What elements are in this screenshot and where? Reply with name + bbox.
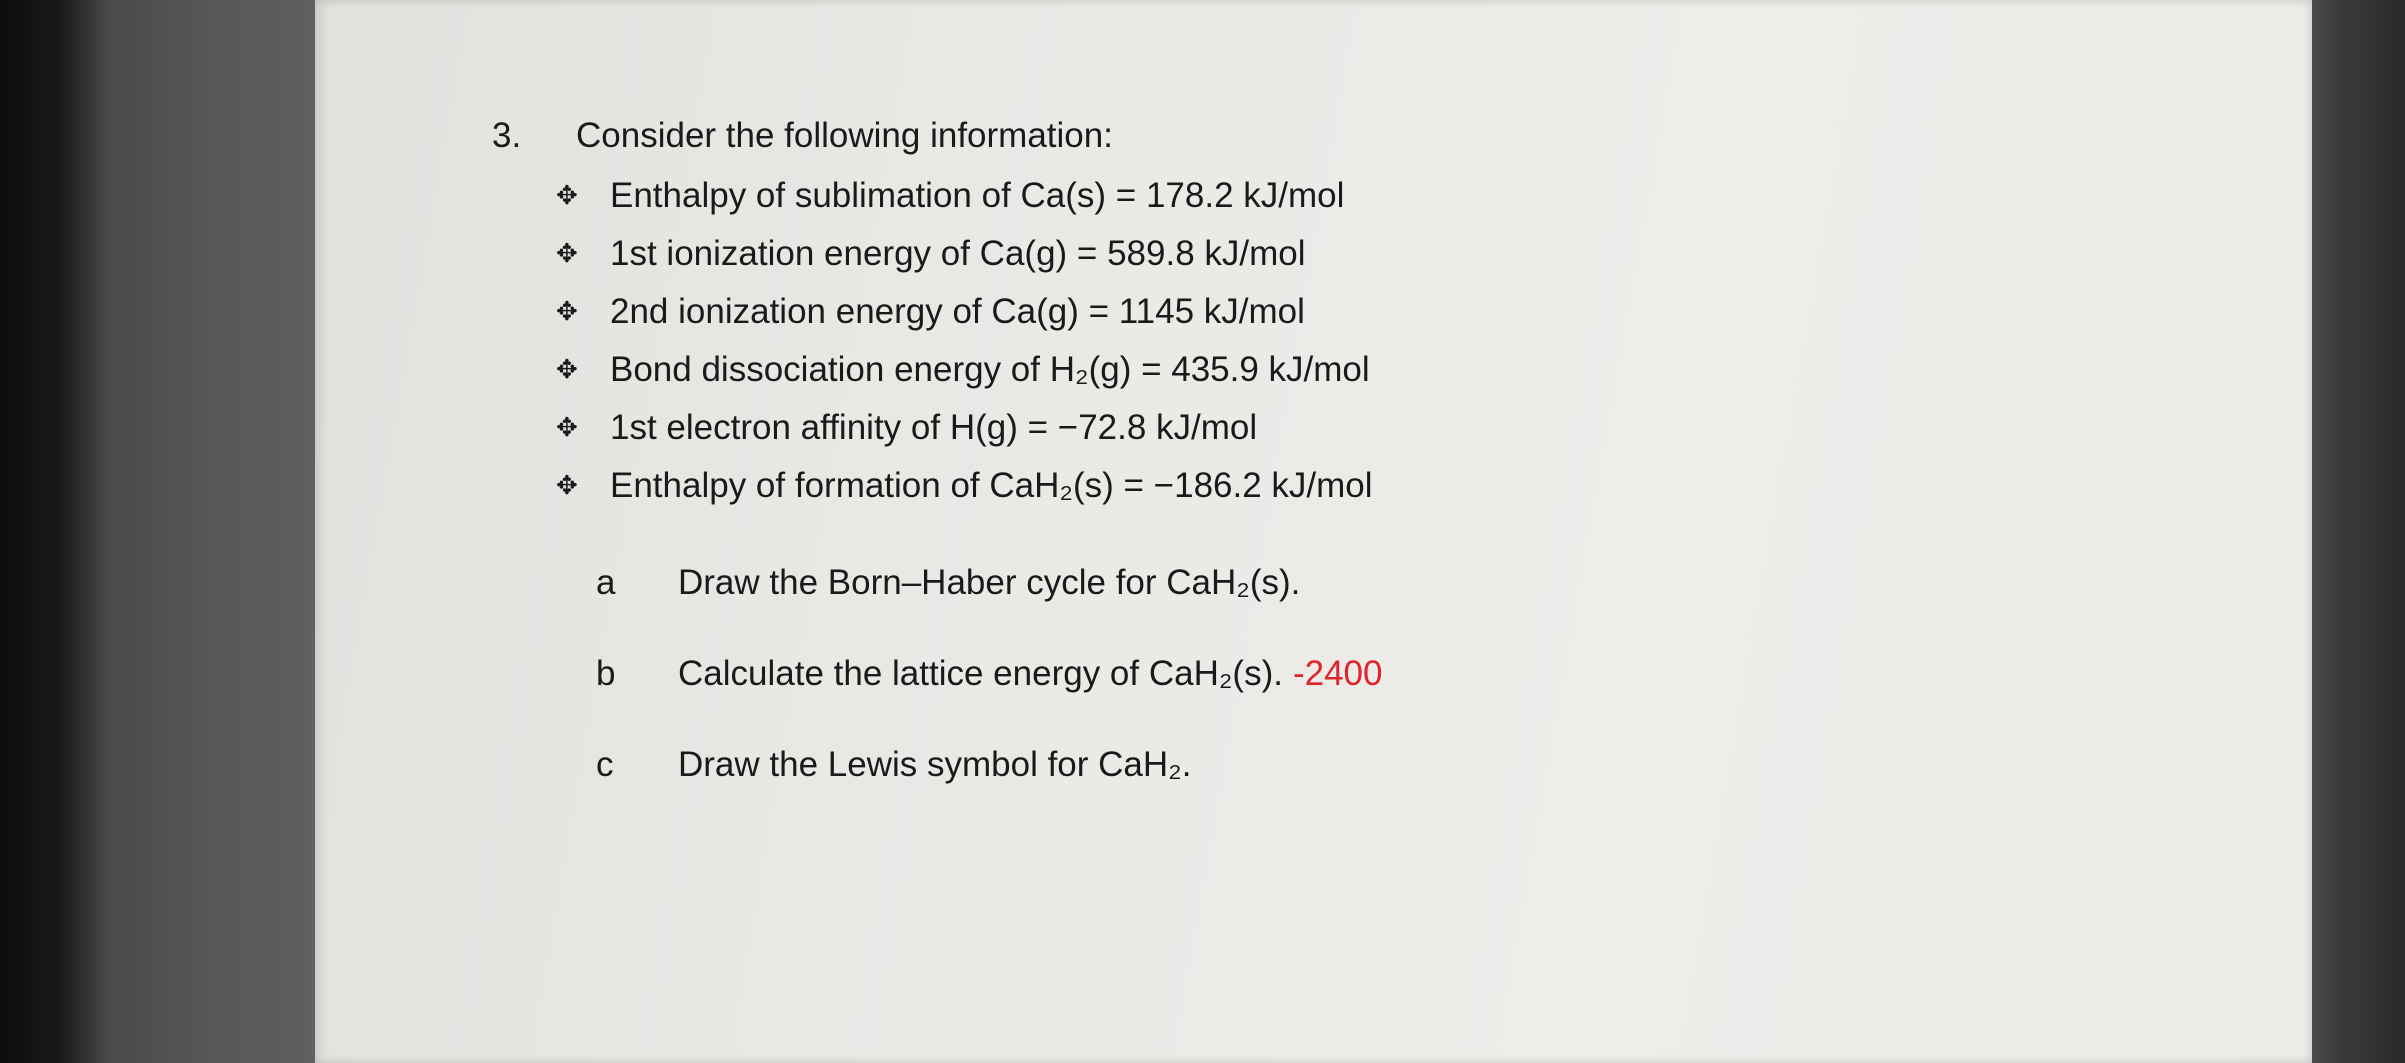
bullet-item [556,234,1306,284]
part-question: Draw the Lewis symbol for CaH₂. [678,745,1192,784]
bullet-item [556,408,1257,458]
bullet-item [556,350,1370,400]
part-letter: c [596,745,614,784]
bullet-item [556,292,1305,342]
bullet-text: 1st electron affinity of H(g) = −72.8 kJ/mol [610,408,1258,447]
part-letter: a [596,563,616,602]
four-point-star-icon: ✥ [556,180,578,210]
part-question: Draw the Born–Haber cycle for CaH₂(s). [678,563,1301,602]
bullet-item [556,466,1373,516]
bullet-text: 1st ionization energy of Ca(g) = 589.8 kJ/mol [610,234,1306,273]
four-point-star-icon: ✥ [556,238,578,268]
four-point-star-icon: ✥ [556,412,578,442]
bullet-text: Enthalpy of sublimation of Ca(s) = 178.2 kJ/mol [610,176,1345,215]
part-text [678,563,1300,603]
question-number: 3. [492,116,522,155]
handwritten-answer: -2400 [1292,654,1383,693]
bullet-text: Bond dissociation energy of H₂(g) = 435.9 kJ/mol [610,350,1370,389]
four-point-star-icon: ✥ [556,470,578,500]
part-text [678,654,1383,694]
bullet-text: Enthalpy of formation of CaH₂(s) = −186.2 kJ/mol [610,466,1373,505]
bullet-item [556,176,1344,226]
four-point-star-icon: ✥ [556,296,578,326]
part-text [678,745,1191,785]
bullet-text: 2nd ionization energy of Ca(g) = 1145 kJ/mol [610,292,1305,331]
four-point-star-icon: ✥ [556,354,578,384]
part-question: Calculate the lattice energy of CaH₂(s). [678,654,1283,693]
question-intro: Consider the following information: [576,116,1113,155]
part-letter: b [596,654,616,693]
